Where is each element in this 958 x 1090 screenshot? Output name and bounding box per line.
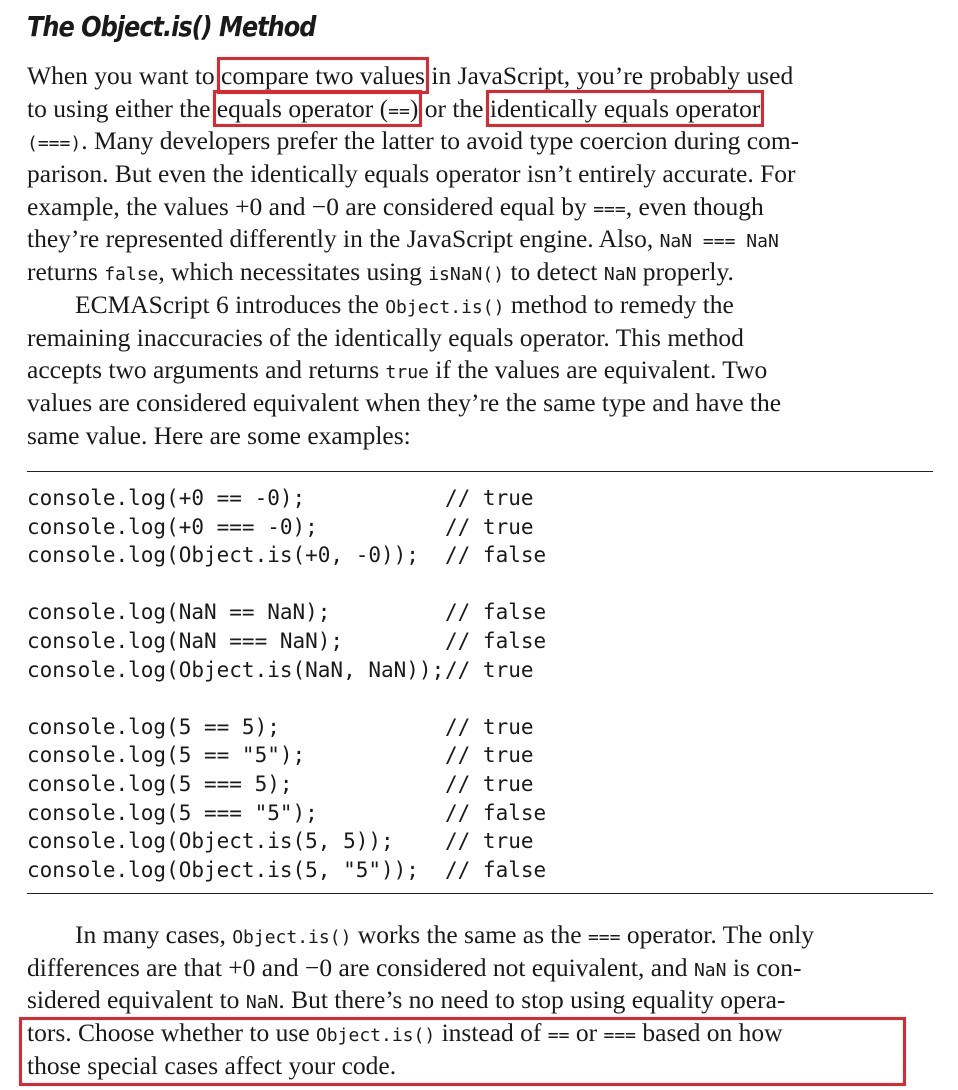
inline-code: Object.is() [385, 297, 505, 318]
code-bottom-rule [27, 893, 933, 894]
text-run: works the same as the [351, 920, 588, 949]
code-statement: console.log(+0 == -0); [27, 486, 306, 510]
code-blank-line [27, 684, 444, 713]
inline-code: false [104, 264, 159, 286]
code-blank-line [27, 570, 444, 599]
text-run: in JavaScript, you’re probably used [424, 61, 794, 90]
code-comment: // true [445, 829, 534, 854]
text-run: parison. But even the identically equals operator isn’t entirely accurate. For [27, 159, 796, 189]
highlight-equals-operator [217, 94, 419, 123]
code-line [27, 598, 547, 627]
text-run: instead of [435, 1018, 548, 1048]
text-run: based on how [636, 1018, 783, 1048]
text-run: to using either the [27, 93, 217, 123]
inline-code: NaN [603, 264, 637, 286]
text-run: is con- [726, 952, 802, 982]
text-line [27, 387, 937, 420]
code-line [27, 656, 534, 685]
text-run: returns [27, 257, 105, 287]
paragraph-object-is [27, 289, 937, 452]
code-comment: // true [445, 743, 534, 768]
code-comment: // false [445, 600, 547, 625]
inline-code: == [547, 1025, 570, 1047]
inline-code: == [388, 100, 410, 122]
code-line [27, 799, 547, 828]
code-statement: console.log(Object.is(5, "5")); [27, 857, 419, 882]
code-statement: console.log(Object.is(5, 5)); [27, 829, 394, 854]
text-run: if the values are equivalent. Two [428, 355, 768, 385]
text-line [27, 420, 937, 453]
code-line [27, 741, 534, 770]
code-comment: // true [445, 714, 534, 739]
text-run: differences are that +0 and −0 are considered not equivalent, and [27, 952, 694, 982]
text-run: In many cases, [75, 920, 233, 949]
code-comment: // true [445, 486, 534, 510]
code-comment: // true [445, 514, 534, 539]
text-line [27, 1017, 937, 1050]
code-line [27, 541, 547, 570]
text-run: to detect [504, 257, 604, 287]
inline-code: === [587, 927, 621, 948]
code-comment: // false [445, 543, 547, 568]
text-run: tors. Choose whether to use [27, 1018, 316, 1048]
text-run: accepts two arguments and returns [27, 355, 386, 385]
text-run: . Many developers prefer the latter to avoid type coercion during com- [81, 126, 800, 156]
code-comment: // true [445, 771, 534, 796]
text-run: values are considered equivalent when they’re the same type and have the [27, 388, 782, 418]
highlight-compare-two-values: compare two values [221, 61, 425, 90]
code-statement: console.log(+0 === -0); [27, 514, 318, 539]
text-line [27, 289, 937, 322]
inline-code: NaN === NaN [659, 231, 779, 253]
text-run: operator. The only [620, 920, 815, 949]
text-run: example, the values +0 and −0 are considered equal by [27, 191, 594, 221]
code-statement: console.log(Object.is(NaN, NaN)); [27, 657, 445, 682]
text-run: , even though [625, 191, 764, 221]
inline-code: === [603, 1025, 636, 1047]
paragraph-intro [27, 60, 937, 289]
text-line [27, 984, 937, 1017]
text-run: same value. Here are some examples: [27, 420, 411, 450]
code-line [27, 770, 534, 799]
code-statement: console.log(5 === 5); [27, 771, 293, 796]
text-run: sidered equivalent to [27, 985, 246, 1015]
section-heading: The Object.is() Method [27, 10, 316, 43]
text-line [27, 158, 937, 191]
text-line [27, 1050, 937, 1083]
code-line [27, 713, 534, 742]
text-run: or [569, 1018, 604, 1048]
code-statement: console.log(5 == 5); [27, 714, 280, 739]
code-comment: // false [445, 800, 547, 825]
text-run: those special cases affect your code. [27, 1050, 397, 1080]
text-run: ECMAScript 6 introduces the [75, 290, 386, 319]
text-run: . But there’s no need to stop using equality opera- [278, 985, 786, 1015]
inline-code: NaN [693, 959, 727, 981]
text-line [27, 919, 937, 952]
inline-code: NaN [245, 992, 279, 1014]
text-run: properly. [636, 257, 734, 287]
text-run: equals operator ( [216, 93, 389, 123]
inline-code: Object.is() [315, 1025, 436, 1047]
inline-code: (===) [27, 133, 82, 155]
inline-code: true [385, 362, 429, 384]
text-line [27, 191, 937, 224]
code-statement: console.log(NaN == NaN); [27, 600, 331, 625]
text-line [27, 354, 937, 387]
text-line [27, 223, 937, 256]
code-comment: // false [445, 628, 547, 653]
paragraph-conclusion [27, 919, 937, 1082]
code-statement: console.log(Object.is(+0, -0)); [27, 543, 419, 568]
text-run: When you want to [27, 61, 222, 90]
code-line [27, 627, 547, 656]
text-run: ) [409, 93, 419, 123]
text-line [27, 93, 937, 126]
text-run: method to remedy the [504, 290, 734, 319]
inline-code: isNaN() [428, 264, 505, 286]
code-comment: // true [445, 657, 534, 682]
highlight-identically-equals-operator: identically equals operator [489, 93, 761, 123]
code-line [27, 827, 534, 856]
code-statement: console.log(5 === "5"); [27, 800, 318, 825]
code-statement: console.log(5 == "5"); [27, 743, 306, 768]
code-line [27, 484, 534, 513]
text-line [27, 60, 937, 93]
text-run: or the [418, 93, 490, 123]
inline-code: === [593, 198, 626, 220]
text-run: , which necessitates using [158, 257, 429, 287]
code-block [27, 484, 547, 884]
text-line [27, 256, 937, 289]
text-run: remaining inaccuracies of the identically equals operator. This method [27, 322, 744, 352]
code-top-rule [27, 471, 933, 472]
code-line [27, 856, 547, 885]
code-statement: console.log(NaN === NaN); [27, 628, 344, 653]
text-line [27, 952, 937, 985]
inline-code: Object.is() [232, 927, 352, 948]
text-line [27, 125, 937, 158]
text-run: they’re represented differently in the JavaScript engine. Also, [27, 224, 660, 254]
text-line [27, 322, 937, 355]
code-line [27, 513, 534, 542]
code-comment: // false [445, 857, 547, 882]
